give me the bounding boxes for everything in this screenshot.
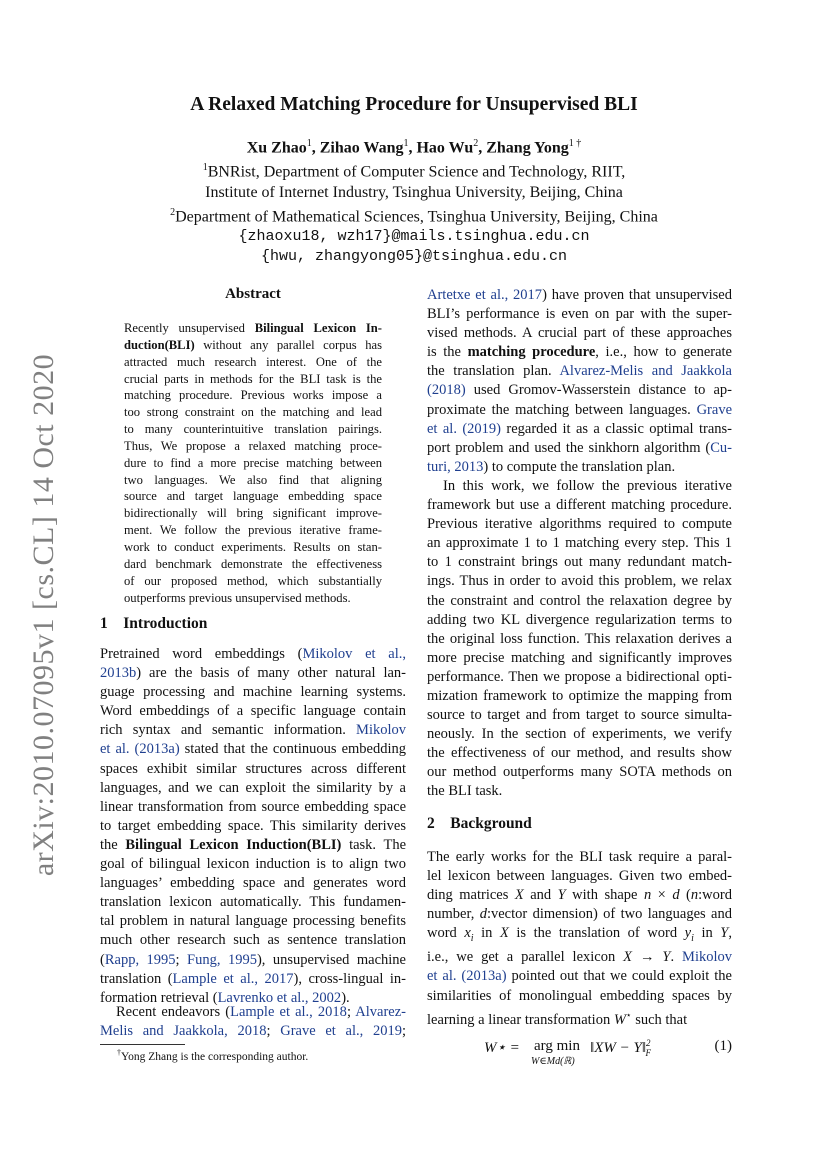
citation-link[interactable]: Grave (696, 401, 732, 418)
arxiv-stamp: arXiv:2010.07095v1 [cs.CL] 14 Oct 2020 (27, 353, 60, 877)
background-paragraph: The early works for the BLI task require a paral- lel lexicon between languages. Given two embed- ding matrices X and Y with shape n × d (n:word number, d:vector dimension) of two languages and word $x_i$ in X is the translation of word $y_i$ in Y, i.e., we get a parallel lexicon X → Y. Mikolov et al. (2013a) pointed out that we could exploit the similarities of monolingual embedding spaces by learning a linear transformation W⋆ such that (427, 849, 732, 1028)
abstract-line: dure to find a more precise matching between (124, 455, 382, 470)
abstract-line: ment. We follow the previous iterative frame- (124, 523, 382, 538)
equation-rhs: ‖XW − Y‖$^2_F$ (590, 1038, 652, 1058)
abstract-line: bidirectionally will bring significant improve- (124, 506, 382, 521)
introduction-paragraph-3 (427, 477, 732, 802)
citation-link[interactable]: 2013b (100, 665, 137, 682)
email-line[interactable]: {hwu, zhangyong05}@tsinghua.edu.cn (260, 247, 568, 265)
abstract-line: Recently unsupervised Bilingual Lexicon In- (124, 321, 382, 335)
abstract-line: Thus, We propose a relaxed matching proce- (124, 438, 382, 453)
citation-link[interactable]: turi, 2013 (427, 458, 484, 475)
citation-link[interactable]: et al. (2013a) (427, 968, 507, 985)
abstract-line: attracted much research interest. One of the (124, 354, 382, 369)
abstract-line: to many counterintuitive translation pairings. (124, 422, 382, 437)
equation-subscript: W∈Md(ℝ) (531, 1056, 575, 1067)
introduction-paragraph-2: Recent endeavors (Lample et al., 2018; Alvarez- Melis and Jaakkola, 2018; Grave et al., 2019; (100, 1004, 407, 1040)
abstract-line: of our proposed method, which substantially (124, 573, 382, 588)
author-block (0, 134, 828, 267)
author-name: Xu Zhao (246, 139, 307, 157)
affiliation-1: $^1$BNRist, Department of Computer Science and Technology, RIIT, (202, 162, 626, 181)
paragraph-line: an approximate 1 to 1 matching every step. This 1 (427, 535, 732, 552)
citation-link[interactable]: Lample et al., 2018 (230, 1004, 347, 1020)
abstract-line: too strong constraint on the matching and lead (124, 405, 382, 420)
author-name: Zihao Wang (319, 139, 404, 157)
paragraph-line: framework but use a different matching procedure. (427, 497, 732, 514)
paragraph-line: the original loss function. This relaxation derives a (427, 630, 732, 647)
paragraph-line: mization framework to optimize the mapping from (427, 687, 732, 704)
section-heading-background: 2 Background (427, 815, 532, 832)
affiliation-1-cont: Institute of Internet Industry, Tsinghua University, Beijing, China (205, 183, 623, 201)
equation-lhs: W⋆ = (484, 1040, 520, 1056)
citation-link[interactable]: Grave et al., 2019 (280, 1023, 402, 1040)
citation-link[interactable]: Fung, 1995 (187, 951, 257, 968)
abstract-line: source and target language embedding space (124, 489, 382, 504)
paragraph-line: adding two KL divergence regularization terms to (427, 611, 732, 628)
citation-link[interactable]: Mikolov (682, 949, 732, 966)
citation-link[interactable]: Rapp, 1995 (104, 951, 176, 968)
citation-link[interactable]: et al. (2019) (427, 420, 501, 437)
paragraph-line: our method outperforms many SOTA methods on (427, 764, 732, 781)
abstract-heading: Abstract (225, 286, 281, 302)
citation-link[interactable]: Alvarez- (355, 1004, 407, 1020)
abstract-text (124, 320, 382, 606)
paragraph-line: the constraint and control the relaxation degree by (427, 592, 732, 609)
citation-link[interactable]: Alvarez-Melis and Jaakkola (559, 363, 732, 380)
paragraph-line: the effectiveness of our method, and results show (427, 745, 732, 762)
citation-link[interactable]: Artetxe et al., 2017 (427, 287, 543, 303)
citation-link[interactable]: Cu- (710, 439, 732, 456)
paragraph-line: to 1 constraint brings out many redundant match- (427, 554, 732, 571)
equation-operator: arg min (534, 1038, 580, 1054)
paragraph-line: ings. Thus in order to avoid this problem, we relax (427, 573, 732, 590)
introduction-paragraph: Pretrained word embeddings (Mikolov et al., 2013b) are the basis of many other natural lan- guage processing and machine learning systems. Word embeddings of a specific language contain rich syntax and semantic information. Mikolov et al. (2013a) stated that the continuous embedding spaces exhibit similar structures across different languages, and we can exploit the similarity by a linear transformation from source embedding space to target embedding space. This similarity derives the Bilingual Lexicon Induction(BLI) task. The goal of bilingual lexicon induction is to align two languages’ embedding space and generates word translation lexicon automatically. This fundamen- tal problem in natural language processing benefits much other research such as sentence translation (Rapp, 1995; Fung, 1995), unsupervised machine translation (Lample et al., 2017), cross-lingual in- formation retrieval (Lavrenko et al., 2002). (100, 646, 407, 1006)
paragraph-line: the BLI task. (427, 783, 503, 800)
abstract-line: work to conduct experiments. Results on stan- (124, 539, 382, 554)
abstract-line: dard benchmark demonstrate the effectiveness (124, 556, 382, 571)
citation-link[interactable]: Melis and Jaakkola, 2018 (100, 1023, 267, 1040)
abstract-line: outperforms previous unsupervised methods. (124, 590, 351, 605)
author-name: Zhang Yong (486, 139, 569, 157)
author-name: Hao Wu (416, 139, 474, 157)
paragraph-line: performance. Then we propose a bidirectional opti- (427, 668, 732, 685)
citation-link[interactable]: Lample et al., 2017 (172, 970, 294, 987)
footnote-rule (100, 1044, 185, 1045)
footnote: †Yong Zhang is the corresponding author. (117, 1048, 309, 1063)
paragraph-line: neously. In the section of experiments, we verify (427, 726, 732, 743)
introduction-continued: Artetxe et al., 2017) have proven that unsupervised BLI’s performance is even on par with the super- vised methods. A crucial part of these approaches is the matching procedure, i.e., how to generate the translation plan. Alvarez-Melis and Jaakkola (2018) used Gromov-Wasserstein distance to ap- proximate the matching between languages. Grave et al. (2019) regarded it as a classic optimal trans- port problem and used the sinkhorn algorithm (Cu- turi, 2013) to compute the translation plan. In this work, we follow the previous iterative framework but use a different matching procedure. Previous iterative algorithms required to compute an approximate 1 to 1 matching every step. This 1 to 1 constraint brings out many redundant match- ings. Thus in order to avoid this problem, we relax the constraint and control the relaxation degree by adding two KL divergence regularization terms to the original loss function. This relaxation derives a more precise matching and significantly improves performance. Then we propose a bidirectional opti- mization framework to optimize the mapping from source to target and from target to source simulta- neously. In the section of experiments, we verify the effectiveness of our method, and results show our method outperforms many SOTA methods on the BLI task. (427, 286, 732, 802)
paragraph-line: Previous iterative algorithms required to compute (427, 516, 732, 533)
abstract-line: crucial parts in methods for the BLI task is the (124, 371, 382, 386)
citation-link[interactable]: et al. (2013a) (100, 741, 180, 758)
email-line[interactable]: {zhaoxu18, wzh17}@mails.tsinghua.edu.cn (238, 227, 590, 245)
paragraph-line: more precise matching and significantly improves (427, 649, 732, 666)
paper-title: A Relaxed Matching Procedure for Unsupervised BLI (190, 94, 638, 115)
citation-link[interactable]: (2018) (427, 382, 466, 399)
abstract-line: matching procedure. Previous works impose a (124, 388, 382, 403)
paragraph-line: In this work, we follow the previous iterative (443, 477, 732, 494)
equation-1 (427, 1036, 732, 1072)
equation-number: (1) (714, 1038, 732, 1054)
abstract-line: two languages. We also find that aligning (124, 472, 382, 487)
paragraph-line: source to target and from target to source simulta- (427, 707, 732, 724)
citation-link[interactable]: Mikolov et al., (302, 646, 406, 662)
author-names: Xu Zhao$^1$, Zihao Wang$^1$, Hao Wu$^2$, Zhang Yong$^{1 \dagger}$ (246, 138, 582, 157)
affiliation-2: $^2$Department of Mathematical Sciences, Tsinghua University, Beijing, China (170, 206, 658, 225)
citation-link[interactable]: Mikolov (356, 722, 406, 739)
section-heading-introduction: 1 Introduction (100, 615, 208, 632)
citation-link[interactable]: Lavrenko et al., 2002 (217, 989, 342, 1006)
abstract-line: duction(BLI) without any parallel corpus has (124, 337, 382, 352)
